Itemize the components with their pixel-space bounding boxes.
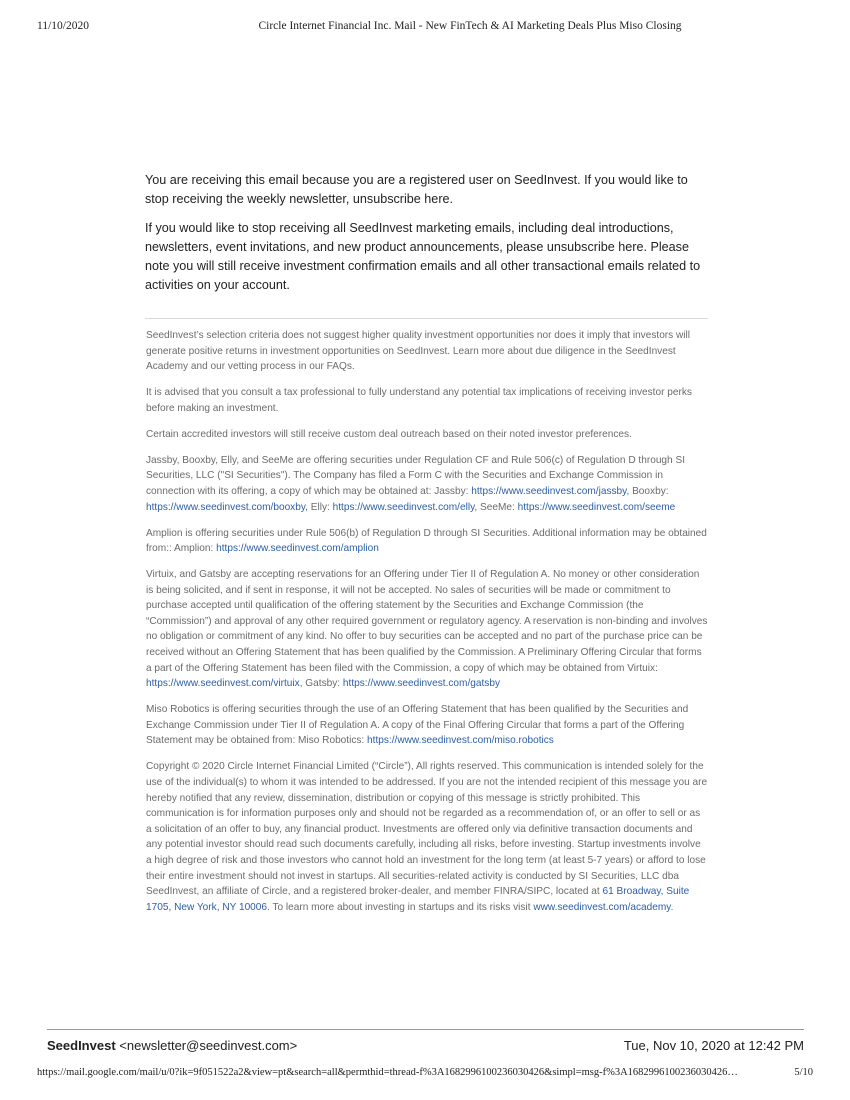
print-url: https://mail.google.com/mail/u/0?ik=9f051522a2&view=pt&search=all&permthid=thread-f%3A1682996100236030426&simpl=msg-f%3A1682996100236030426… [37,1067,738,1078]
accredited-investors-text: Certain accredited investors will still receive custom deal outreach based on their noted investor preferences. [146,428,632,440]
copyright-notice: Copyright © 2020 Circle Internet Financial Limited (“Circle”), All rights reserved. This communication is intended solely for the use of the individual(s) to whom it was intended to be addressed. If you are not the intended recipient of this message you are hereby notified that any review, dissemination, distribution or copying of this message is strictly prohibited. This communication is for information purposes only and should not be regarded as a recommendation of, or an offer to sell or as a solicitation of an offer to buy, any financial product. Investments are offered only via definitive transaction documents and any potential investor should read such documents carefully, including all risks, before investing. Startup investments involve a high degree of risk and those investors who cannot hold an investment for the long term (at least 5-7 years) or afford to lose their entire investment should not invest in startups. All securities-related activity is conducted by SI Securities, LLC dba SeedInvest, an affiliate of Circle, and a registered broker-dealer, and member FINRA/SIPC, located at 61 Broadway, Suite 1705, New York, NY 10006. To learn more about investing in startups and its risks visit www.seedinvest.com/academy. [146,761,708,913]
address-link[interactable]: 61 Broadway, Suite 1705, New York, NY 10006 [146,886,690,913]
sender-divider [47,1029,804,1030]
academy-link[interactable]: www.seedinvest.com/academy [533,901,671,913]
jassby-link[interactable]: https://www.seedinvest.com/jassby [471,485,627,497]
elly-link[interactable]: https://www.seedinvest.com/elly [332,501,475,513]
print-footer [0,1067,850,1083]
disclaimer-footer [146,328,708,926]
miso-robotics-link[interactable]: https://www.seedinvest.com/miso.robotics [367,735,554,747]
booxby-link[interactable]: https://www.seedinvest.com/booxby [146,501,306,513]
virtuix-link[interactable]: https://www.seedinvest.com/virtuix [146,678,300,690]
print-header [0,20,850,36]
sender-email: <newsletter@seedinvest.com> [119,1038,298,1053]
tax-advice-text: It is advised that you consult a tax professional to fully understand any potential tax implications of receiving investor perks before making an investment. [146,387,692,414]
divider [145,318,708,319]
sender-name: SeedInvest [47,1038,116,1053]
sender [47,1038,297,1053]
amplion-disclosure: Amplion is offering securities under Rule 506(b) of Regulation D through SI Securities. Additional information may be obtained from:: Amplion: https://www.seedinvest.com/amplion [146,527,707,555]
gatsby-link[interactable]: https://www.seedinvest.com/gatsby [342,678,500,690]
print-date: 11/10/2020 [37,20,89,32]
sender-line [47,1038,804,1056]
email-body [145,171,705,305]
print-title: Circle Internet Financial Inc. Mail - New FinTech & AI Marketing Deals Plus Miso Closing [258,20,682,32]
amplion-link[interactable]: https://www.seedinvest.com/amplion [216,543,379,555]
virtuix-gatsby-disclosure: Virtuix, and Gatsby are accepting reservations for an Offering under Tier II of Regulation A. No money or other consideration is being solicited, and if sent in response, it will not be accepted. No sales of securities will be made or commitment to purchase accepted until qualification of the offering statement by the Securities and Exchange Commission (the “Commission”) and approval of any other required government or regulatory agency. A reservation is non-binding and involves no obligation or commitment of any kind. No offer to buy securities can be accepted and no part of the purchase price can be received without an Offering Statement that has been qualified by the Commission. A Preliminary Offering Circular that forms a part of the Offering Statement has been filed with the Commission, a copy of which may be obtained from Virtuix: https://www.seedinvest.com/virtuix, Gatsby: https://www.seedinvest.com/gatsby [146,569,708,690]
miso-disclosure: Miso Robotics is offering securities through the use of an Offering Statement that has been qualified by the Securities and Exchange Commission under Tier II of Regulation A. A copy of the Final Offering Circular that forms a part of the Offering Statement may be obtained from: Miso Robotics: https://www.seedinvest.com/miso.robotics [146,704,689,747]
marketing-notice: If you would like to stop receiving all SeedInvest marketing emails, including deal introductions, newsletters, event invitations, and new product announcements, please unsubscribe here. Please note you will still receive investment confirmation emails and all other transactional emails related to activities on your account. [145,221,701,292]
sent-datetime: Tue, Nov 10, 2020 at 12:42 PM [623,1038,804,1053]
seeme-link[interactable]: https://www.seedinvest.com/seeme [517,501,676,513]
jassby-disclosure: Jassby, Booxby, Elly, and SeeMe are offering securities under Regulation CF and Rule 506(c) of Regulation D through SI Securities, LLC ("SI Securities"). The Company has filed a Form C with the Securities and Exchange Commission in connection with its offering, a copy of which may be obtained at: Jassby: https://www.seedinvest.com/jassby, Booxby: https://www.seedinvest.com/booxby, Elly: https://www.seedinvest.com/elly, SeeMe: https://www.seedinvest.com/seeme [146,454,685,513]
page-number: 5/10 [794,1067,813,1078]
newsletter-notice: You are receiving this email because you are a registered user on SeedInvest. If you would like to stop receiving the weekly newsletter, unsubscribe here. [145,173,688,206]
selection-criteria-text: SeedInvest’s selection criteria does not suggest higher quality investment opportunities nor does it imply that investors will generate positive returns in investment opportunities on SeedInvest. Learn more about due diligence in the SeedInvest Academy and our vetting process in our FAQs. [146,330,691,373]
